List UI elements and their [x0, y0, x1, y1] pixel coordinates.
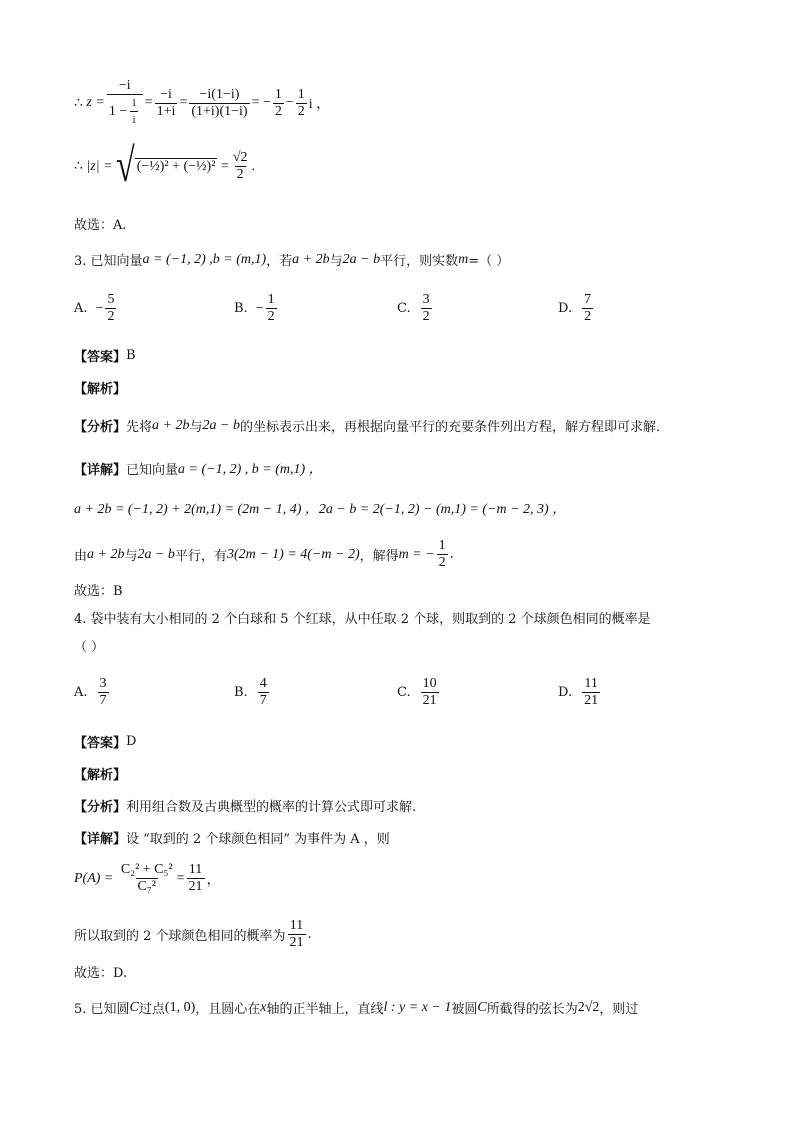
fraction-denominator: 1+i: [156, 103, 176, 119]
choice-fraction: [98, 676, 109, 709]
choice-sign: −: [255, 300, 264, 316]
q4-stem-paren: （ ）: [74, 640, 105, 655]
choice-label: D.: [558, 685, 573, 700]
fraction-numerator: −i(1−i): [199, 86, 240, 102]
choice-fraction: [105, 292, 116, 325]
z-tail: i ，: [308, 97, 331, 112]
fraction-numerator: 11: [188, 862, 203, 877]
fraction-denominator: C₇²: [137, 879, 156, 894]
radicand: (−½)² + (−½)²: [136, 159, 216, 174]
fraction-numerator: 7: [584, 292, 592, 307]
q4-choices: [74, 676, 734, 716]
period: .: [307, 927, 312, 942]
answer-tag: 【答案】: [74, 350, 127, 365]
fraction-numerator: √2: [232, 150, 248, 165]
q3-stem-text: ，若: [266, 254, 293, 269]
choice-fraction: [582, 676, 600, 709]
q3-calc-line: a + 2b = (−1, 2) + 2(m,1) = (2m − 1, 4) ，2a − b = 2(−1, 2) − (m,1) = (−m − 2, 3) ，: [74, 502, 567, 517]
fraction-numerator: 4: [259, 676, 267, 691]
fraction-numerator: 5: [107, 292, 115, 307]
fraction-denominator: [107, 94, 143, 128]
choice-label: B.: [234, 685, 248, 700]
modulus-equation: [74, 139, 256, 192]
q3-expr-a-plus-2b: a + 2b: [292, 251, 330, 267]
q4-analysis-tag: 【解析】: [74, 768, 127, 783]
q5-circle-c: C: [477, 999, 487, 1015]
fraction-numerator: C₂² + C₅²: [120, 862, 173, 877]
fraction-denominator: 2: [438, 555, 446, 570]
solve-m: m = −: [398, 546, 435, 562]
fraction-numerator: 3: [99, 676, 107, 691]
choice-label: B.: [234, 301, 248, 316]
q4-conclusion: [74, 918, 312, 951]
solve-expr: 2a − b: [137, 546, 175, 562]
fraction-denominator: 2: [274, 103, 282, 119]
fraction-denominator: 2: [584, 309, 592, 324]
fenxi-text: 与: [189, 420, 203, 435]
q3-stem-text: =（ ）: [468, 254, 510, 269]
q3-choice-a[interactable]: [74, 292, 118, 325]
fraction-numerator: −i: [160, 86, 172, 102]
xiangjie-tag: 【详解】: [74, 832, 127, 847]
q5-chord-length: 2√2: [577, 999, 600, 1015]
fraction-denominator: 2: [107, 309, 115, 324]
fraction-numerator: 10: [422, 676, 437, 691]
equals-minus: = −: [251, 95, 271, 110]
prev-answer: 故选：A.: [74, 218, 127, 233]
choice-sign: −: [95, 300, 104, 316]
equals-sign: =: [176, 870, 185, 886]
q4-fenxi: [74, 796, 416, 815]
q3-analysis-tag: 【解析】: [74, 382, 127, 397]
period: .: [449, 547, 454, 562]
q5-stem-text: 轴的正半轴上，直线: [266, 1002, 384, 1017]
q3-xiangjie: [74, 458, 323, 478]
fraction-denominator: 7: [259, 693, 267, 708]
fraction-numerator: 1: [297, 86, 305, 102]
comma: ，: [206, 872, 221, 888]
fraction: [187, 862, 205, 895]
fraction: [189, 87, 249, 120]
fraction-denominator: i: [130, 111, 137, 128]
fraction: [107, 78, 143, 128]
q3-stem-text: 与: [329, 254, 343, 269]
fraction-denominator: 2: [297, 103, 305, 119]
q5-stem-text: 所截得的弦长为: [486, 1002, 578, 1017]
choice-fraction: [421, 292, 432, 325]
xiangjie-given: a = (−1, 2) , b = (m,1) ，: [178, 462, 323, 477]
q5-stem-text: ，则过: [599, 1002, 639, 1017]
fraction-numerator: 3: [422, 292, 430, 307]
minus-sign: −: [285, 95, 294, 110]
q4-xiangjie: [74, 828, 390, 847]
q3-stem-text: 平行，则实数: [380, 254, 459, 269]
xiangjie-text: 已知向量: [126, 462, 179, 478]
q3-var-m: m: [458, 251, 469, 267]
fraction: [273, 87, 284, 120]
fraction-numerator: 1: [438, 538, 446, 553]
xiangjie-text: 设 “取到的 2 个球颜色相同” 为事件为 A ，则: [126, 832, 390, 847]
fraction-denominator: 21: [584, 693, 599, 708]
q5-stem: [74, 998, 638, 1017]
choice-label: A.: [74, 301, 88, 316]
q3-expr-2a-minus-b: 2a − b: [342, 251, 381, 267]
fraction-denominator: 2: [236, 167, 244, 182]
fraction-denominator: 7: [99, 693, 107, 708]
q5-stem-text: 过点: [138, 1002, 165, 1017]
answer-value: D: [126, 734, 137, 749]
equals-sign: =: [144, 95, 153, 110]
nested-fraction: [129, 95, 139, 128]
equals-sign: =: [220, 158, 229, 174]
q3-fenxi: [74, 416, 669, 435]
square-root: [116, 139, 217, 192]
fenxi-expr: 2a − b: [202, 417, 240, 433]
fraction: [155, 87, 178, 120]
choice-label: D.: [558, 301, 573, 316]
q3-final: 故选：B: [74, 584, 123, 599]
fraction-denominator: 21: [422, 693, 437, 708]
fraction: [119, 862, 175, 895]
fraction-denominator: 2: [422, 309, 430, 324]
solve-text: ，解得: [359, 549, 399, 564]
equals-sign: =: [179, 95, 188, 110]
q5-x-axis: x: [260, 999, 267, 1015]
solve-expr: a + 2b: [87, 546, 125, 562]
fraction-denominator: 21: [188, 879, 203, 894]
fraction-denominator: (1+i)(1−i): [191, 103, 248, 119]
denominator-text: 1 −: [108, 103, 128, 119]
solve-text: 平行，有: [174, 549, 227, 564]
fraction: [296, 87, 307, 120]
q3-choice-b[interactable]: [234, 292, 279, 325]
q4-probability-equation: [74, 862, 221, 895]
therefore-symbol: ∴: [74, 159, 83, 174]
period: .: [251, 158, 256, 174]
q5-stem-text: 5. 已知圆: [74, 1002, 130, 1017]
fraction-denominator: 2: [267, 309, 275, 324]
z-equation: [74, 78, 330, 128]
q5-point: (1, 0): [164, 999, 196, 1015]
therefore-symbol: ∴: [74, 95, 83, 111]
fraction-numerator: 1: [274, 86, 282, 102]
fenxi-tag: 【分析】: [74, 800, 127, 815]
choice-fraction: [258, 676, 269, 709]
q3-vector-b: b = (m,1): [212, 251, 267, 267]
xiangjie-tag: 【详解】: [74, 462, 127, 478]
probability-lhs: P(A) =: [74, 870, 114, 886]
solve-fraction: [437, 538, 448, 571]
choice-label: C.: [397, 685, 411, 700]
fraction: [231, 150, 250, 183]
fenxi-text: 先将: [126, 420, 153, 435]
answer-tag: 【答案】: [74, 736, 127, 751]
q4-stem: 4. 袋中装有大小相同的 2 个白球和 5 个红球，从中任取 2 个球，则取到的 2 个球颜色相同的概率是: [74, 612, 651, 627]
fraction-numerator: 1: [131, 97, 137, 109]
fraction-numerator: 1: [267, 292, 275, 307]
fraction-numerator: 11: [584, 676, 598, 691]
conclusion-text: 所以取到的 2 个球颜色相同的概率为: [74, 929, 286, 944]
q3-vector-a: a = (−1, 2) ,: [142, 251, 213, 267]
solve-equation: 3(2m − 1) = 4(−m − 2): [226, 546, 360, 562]
q3-stem: [74, 250, 509, 269]
q3-choices: [74, 292, 734, 332]
q4-choice-b[interactable]: [234, 676, 271, 709]
answer-value: B: [126, 348, 136, 363]
fenxi-text: 利用组合数及古典概型的概率的计算公式即可求解.: [126, 800, 417, 815]
fraction-numerator: −i: [118, 78, 131, 93]
choice-label: A.: [74, 685, 88, 700]
fenxi-tag: 【分析】: [74, 420, 127, 435]
q3-stem-text: 3. 已知向量: [74, 254, 143, 269]
q3-solve-line: [74, 538, 454, 571]
z-lhs: z =: [86, 95, 105, 110]
radical-symbol: √: [116, 139, 135, 192]
fenxi-expr: a + 2b: [152, 417, 190, 433]
q5-stem-text: 被圆: [451, 1002, 478, 1017]
q3-choice-c[interactable]: [397, 292, 434, 325]
fraction-numerator: 11: [289, 918, 304, 933]
q4-choice-d[interactable]: [558, 676, 602, 709]
q4-answer: [74, 732, 136, 751]
q5-circle-c: C: [129, 999, 139, 1015]
choice-fraction: [582, 292, 593, 325]
solve-text: 由: [74, 549, 88, 564]
q4-choice-a[interactable]: [74, 676, 111, 709]
q4-choice-c[interactable]: [397, 676, 441, 709]
q4-final: 故选：D.: [74, 966, 128, 981]
q3-choice-d[interactable]: [558, 292, 595, 325]
q3-answer: [74, 346, 136, 365]
fraction-denominator: 21: [289, 935, 304, 950]
q5-stem-text: ，且圆心在: [195, 1002, 261, 1017]
q5-line-equation: l : y = x − 1: [383, 999, 452, 1015]
fenxi-text: 的坐标表示出来，再根据向量平行的充要条件列出方程，解方程即可求解．: [239, 420, 669, 435]
modulus-lhs: |z| =: [86, 158, 113, 174]
solve-text: 与: [124, 549, 138, 564]
choice-label: C.: [397, 301, 411, 316]
conclusion-fraction: [288, 918, 306, 951]
choice-fraction: [266, 292, 277, 325]
choice-fraction: [421, 676, 439, 709]
